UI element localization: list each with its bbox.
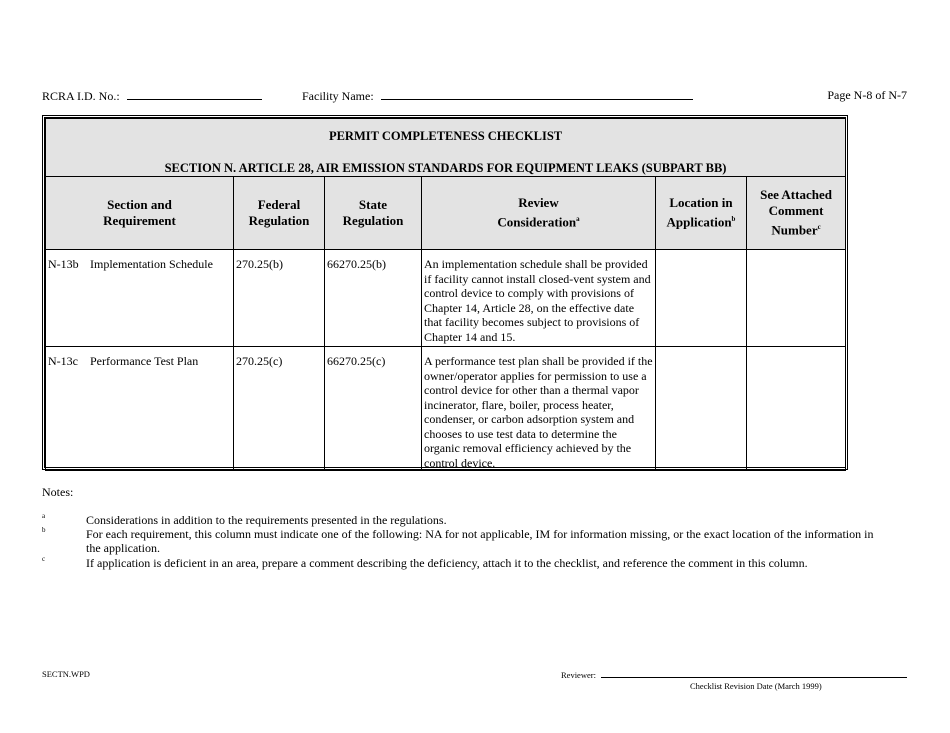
- facility-name-line: [381, 88, 693, 100]
- footnote-mark: a: [42, 512, 46, 520]
- comment-number[interactable]: [747, 347, 846, 471]
- col-header-review: Review Consideration$^a$: [422, 177, 656, 250]
- federal-regulation: 270.25(c): [234, 347, 325, 471]
- location-in-application[interactable]: [656, 250, 747, 347]
- notes-label: Notes:: [42, 485, 74, 499]
- requirement-name: Implementation Schedule: [90, 257, 213, 271]
- col-header-location: Location in Application$^b$: [656, 177, 747, 250]
- requirement-name: Performance Test Plan: [90, 354, 199, 368]
- facility-name-label: Facility Name:: [302, 89, 374, 103]
- revision-date: Checklist Revision Date (March 1999): [690, 681, 822, 691]
- footnote-text: For each requirement, this column must indicate one of the following: NA for not applicable, IM for information missing, or the exact location of the information in the application.: [86, 527, 874, 555]
- facility-name-field[interactable]: [302, 88, 693, 104]
- table-row: [46, 347, 846, 471]
- review-consideration: A performance test plan shall be provided if the owner/operator applies for permission to use a control device for other than a thermal vapor incinerator, flare, boiler, process heater, condenser, or carbon adsorption system and chooses to use test data to determine the organic removal efficiency achieved by the control device.: [422, 347, 656, 471]
- rcra-id-line: [127, 88, 262, 100]
- federal-regulation: 270.25(b): [234, 250, 325, 347]
- footnote-text: If application is deficient in an area, prepare a comment describing the deficiency, attach it to the checklist, and reference the comment in this column.: [86, 556, 808, 570]
- reviewer-line: [601, 669, 907, 678]
- page-number: Page N-8 of N-7: [827, 88, 907, 102]
- rcra-id-field[interactable]: [42, 88, 262, 104]
- reviewer-field[interactable]: [561, 669, 907, 680]
- footnote-text: Considerations in addition to the requirements presented in the regulations.: [86, 513, 447, 527]
- section-title: SECTION N. ARTICLE 28, AIR EMISSION STANDARDS FOR EQUIPMENT LEAKS (SUBPART BB): [164, 161, 727, 175]
- table-title-block: [46, 119, 846, 177]
- state-regulation: 66270.25(c): [325, 347, 422, 471]
- rcra-id-label: RCRA I.D. No.:: [42, 89, 120, 103]
- requirement-cell: [46, 347, 234, 471]
- state-regulation: 66270.25(b): [325, 250, 422, 347]
- requirement-id: N-13b: [48, 257, 79, 271]
- footnote-mark: b: [42, 526, 46, 534]
- reviewer-label: Reviewer:: [561, 670, 596, 680]
- requirement-id: N-13c: [48, 354, 78, 368]
- comment-number[interactable]: [747, 250, 846, 347]
- requirement-cell: [46, 250, 234, 347]
- col-header-comment: See Attached Comment Number$^c$: [747, 177, 846, 250]
- col-header-section: Section and Requirement: [46, 177, 234, 250]
- col-header-state: State Regulation: [325, 177, 422, 250]
- table-row: [46, 250, 846, 347]
- checklist-title: PERMIT COMPLETENESS CHECKLIST: [328, 129, 563, 143]
- filename: SECTN.WPD: [42, 669, 90, 679]
- checklist-table: [42, 115, 848, 470]
- location-in-application[interactable]: [656, 347, 747, 471]
- footnote-mark: c: [42, 555, 46, 563]
- col-header-federal: Federal Regulation: [234, 177, 325, 250]
- review-consideration: An implementation schedule shall be provided if facility cannot install closed-vent system and control device to comply with provisions of Chapter 14, Article 28, on the effective date that facility becomes subject to provisions of Chapter 14 and 15.: [422, 250, 656, 347]
